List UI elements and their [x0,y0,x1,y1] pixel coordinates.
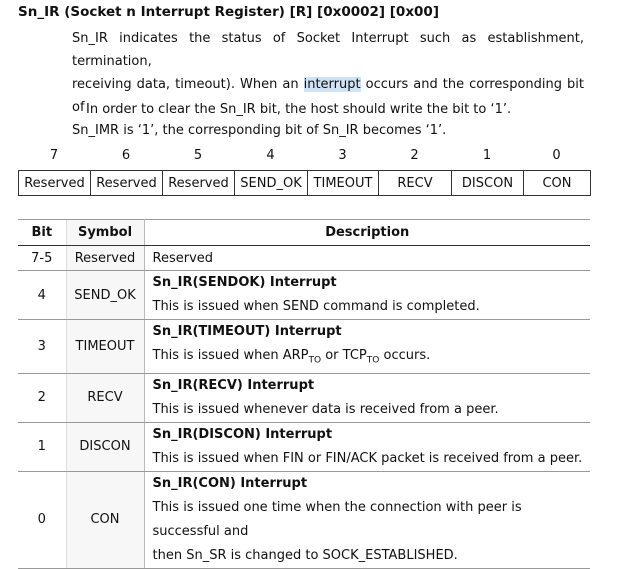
register-field: RECV [379,171,452,196]
register-field: Reserved [163,171,235,196]
header-symbol: Symbol [66,220,144,246]
description-title: Sn_IR(TIMEOUT) Interrupt [152,324,342,339]
register-field: TIMEOUT [308,171,379,196]
table-row [18,471,590,568]
row-bit: 1 [18,422,66,471]
description-text: This is issued when SEND command is completed. [152,299,480,314]
bit-number: 1 [482,148,492,163]
text-run: occurs and the corresponding bit of [72,77,584,115]
row-description [144,373,590,422]
row-bit: 0 [18,471,66,568]
register-field: SEND_OK [235,171,308,196]
description-title: Sn_IR(RECV) Interrupt [152,377,315,393]
row-bit: 2 [18,373,66,422]
description-paragraph [72,27,584,142]
bit-number: 6 [121,148,131,163]
subscript: TO [366,355,380,366]
bit-number: 0 [552,148,561,163]
text-run: occurs. [379,348,431,363]
description-title: Sn_IR(CON) Interrupt [152,475,308,491]
description-text: then Sn_SR is changed to SOCK_ESTABLISHED. [152,547,458,563]
row-description [144,320,590,374]
description-title: Sn_IR(DISCON) Interrupt [152,426,333,442]
register-field: Reserved [91,171,163,196]
row-bit: 7-5 [18,246,66,271]
subscript: TO [308,355,322,366]
text-run: This is issued when ARP [152,348,309,363]
bit-number: 7 [49,148,59,163]
table-row [18,422,590,471]
register-field: CON [524,171,591,196]
paragraph-line: Sn_IR indicates the status of Socket Interrupt such as establishment, termination, [72,31,584,69]
text-run: or TCP [321,348,367,363]
description-text: This is issued whenever data is received from a peer. [152,401,499,417]
description-text: This is issued when FIN or FIN/ACK packet is received from a peer. [152,450,583,466]
table-row [18,320,590,374]
bit-number: 4 [266,148,275,163]
table-row [18,373,590,422]
table-header-row [18,220,590,246]
bit-description-table [18,219,590,569]
clear-instruction-paragraph: In order to clear the Sn_IR bit, the host should write the bit to ‘1’. [86,102,512,117]
bit-number: 3 [338,148,347,163]
row-symbol: Reserved [66,246,144,271]
row-symbol: DISCON [66,422,144,471]
bit-number: 2 [410,148,419,163]
text-run: receiving data, timeout). When an [72,77,304,92]
row-symbol: RECV [66,373,144,422]
row-symbol: SEND_OK [66,271,144,320]
table-row [18,246,590,271]
bit-number-row [18,148,590,166]
register-heading: Sn_IR (Socket n Interrupt Register) [R] [0x0002] [0x00] [18,4,439,20]
register-field: Reserved [19,171,91,196]
description-text [153,344,591,373]
row-description [144,422,590,471]
row-description [144,471,590,568]
table-row [18,271,590,320]
description-text: This is issued one time when the connection with peer is successful and [152,499,522,539]
highlighted-word: interrupt [303,77,361,92]
row-bit: 3 [18,320,66,374]
row-bit: 4 [18,271,66,320]
bit-number: 5 [193,148,203,163]
row-symbol: CON [66,471,144,568]
header-bit: Bit [18,220,66,246]
paragraph-line: Sn_IMR is ‘1’, the corresponding bit of Sn_IR becomes ‘1’. [72,123,447,138]
row-description: Reserved [144,246,590,271]
register-field: DISCON [452,171,524,196]
description-title: Sn_IR(SENDOK) Interrupt [152,275,337,290]
row-description [144,271,590,320]
header-description: Description [144,220,590,246]
register-bitfield-table [18,170,591,196]
row-symbol: TIMEOUT [66,320,144,374]
